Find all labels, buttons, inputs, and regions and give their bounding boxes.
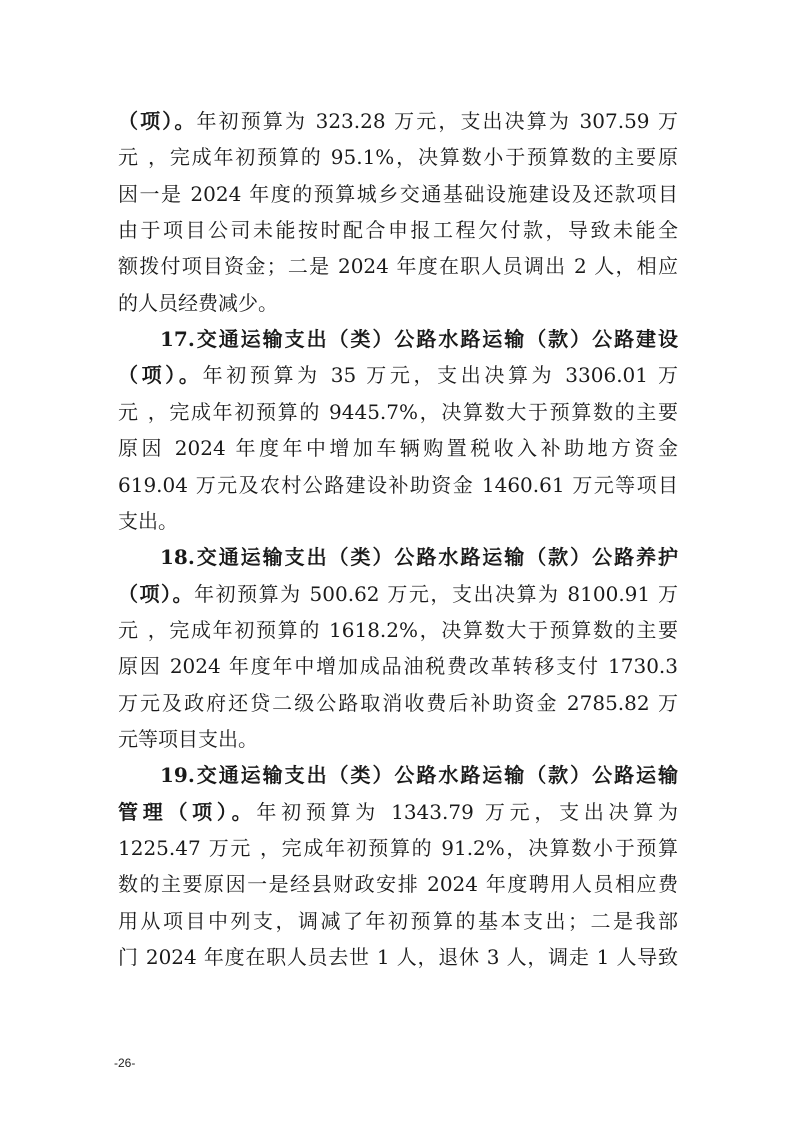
text-line — [118, 430, 678, 466]
text-line — [118, 503, 678, 539]
text-run: 数的主要原因一是经县财政安排 2024 年度聘用人员相应费 — [118, 872, 678, 897]
text-line — [118, 939, 678, 975]
text-line — [118, 866, 678, 902]
text-line — [118, 467, 678, 503]
text-line — [118, 576, 678, 612]
text-run: 原因 2024 年度年中增加成品油税费改革转移支付 1730.3 — [118, 654, 678, 679]
text-run: 年初预算为 1343.79 万元，支出决算为 — [256, 799, 678, 824]
text-run: 的人员经费减少。 — [118, 290, 278, 315]
text-line — [118, 721, 678, 757]
text-line — [118, 139, 678, 175]
text-line — [118, 612, 678, 648]
bold-run: （项）。 — [118, 109, 197, 133]
text-run: 元 ，完成年初预算的 9445.7%，决算数大于预算数的主要 — [118, 399, 678, 424]
text-run: 用从项目中列支，调减了年初预算的基本支出；二是我部 — [118, 908, 678, 933]
text-run: 1225.47 万元 ，完成年初预算的 91.2%，决算数小于预算 — [118, 836, 678, 860]
text-line — [160, 321, 678, 357]
text-line — [118, 176, 678, 212]
text-run: 元 ，完成年初预算的 1618.2%，决算数大于预算数的主要 — [118, 617, 678, 642]
text-run: 原因 2024 年度年中增加车辆购置税收入补助地方资金 — [118, 436, 678, 461]
text-line — [118, 648, 678, 684]
text-line — [118, 212, 678, 248]
bold-run: 17.交通运输支出（类）公路水路运输（款）公路建设 — [160, 327, 678, 352]
text-line — [118, 394, 678, 430]
text-run: 年初预算为 35 万元，支出决算为 3306.01 万 — [202, 363, 678, 388]
bold-run: 18.交通运输支出（类）公路水路运输（款）公路养护 — [160, 545, 678, 570]
bold-run: 管理（项）。 — [118, 799, 257, 824]
text-line — [118, 285, 678, 321]
text-line — [118, 685, 678, 721]
text-run: 由于项目公司未能按时配合申报工程欠付款，导致未能全 — [118, 218, 678, 243]
text-line — [118, 794, 678, 830]
text-run: 元 ，完成年初预算的 95.1%，决算数小于预算数的主要原 — [118, 145, 678, 170]
text-run: 619.04 万元及农村公路建设补助资金 1460.61 万元等项目 — [118, 472, 678, 497]
page-number: -26- — [114, 1056, 136, 1070]
text-line — [118, 248, 678, 284]
bold-run: （项）。 — [118, 581, 195, 606]
text-line — [118, 357, 678, 393]
text-line — [160, 757, 678, 793]
text-run: 因一是 2024 年度的预算城乡交通基础设施建设及还款项目 — [118, 181, 678, 206]
text-line — [118, 903, 678, 939]
text-run: 额拨付项目资金；二是 2024 年度在职人员调出 2 人，相应 — [118, 254, 678, 279]
text-run: 年初预算为 323.28 万元，支出决算为 307.59 万 — [196, 109, 678, 133]
text-run: 元等项目支出。 — [118, 726, 258, 751]
bold-run: （项）。 — [118, 363, 203, 388]
text-run: 门 2024 年度在职人员去世 1 人，退休 3 人，调走 1 人导致 — [118, 945, 678, 970]
text-run: 支出。 — [118, 508, 178, 533]
text-line — [118, 830, 678, 866]
bold-run: 19.交通运输支出（类）公路水路运输（款）公路运输 — [160, 763, 678, 788]
text-line — [118, 103, 678, 139]
text-line — [160, 539, 678, 575]
text-run: 万元及政府还贷二级公路取消收费后补助资金 2785.82 万 — [118, 690, 678, 715]
text-run: 年初预算为 500.62 万元，支出决算为 8100.91 万 — [194, 581, 678, 606]
